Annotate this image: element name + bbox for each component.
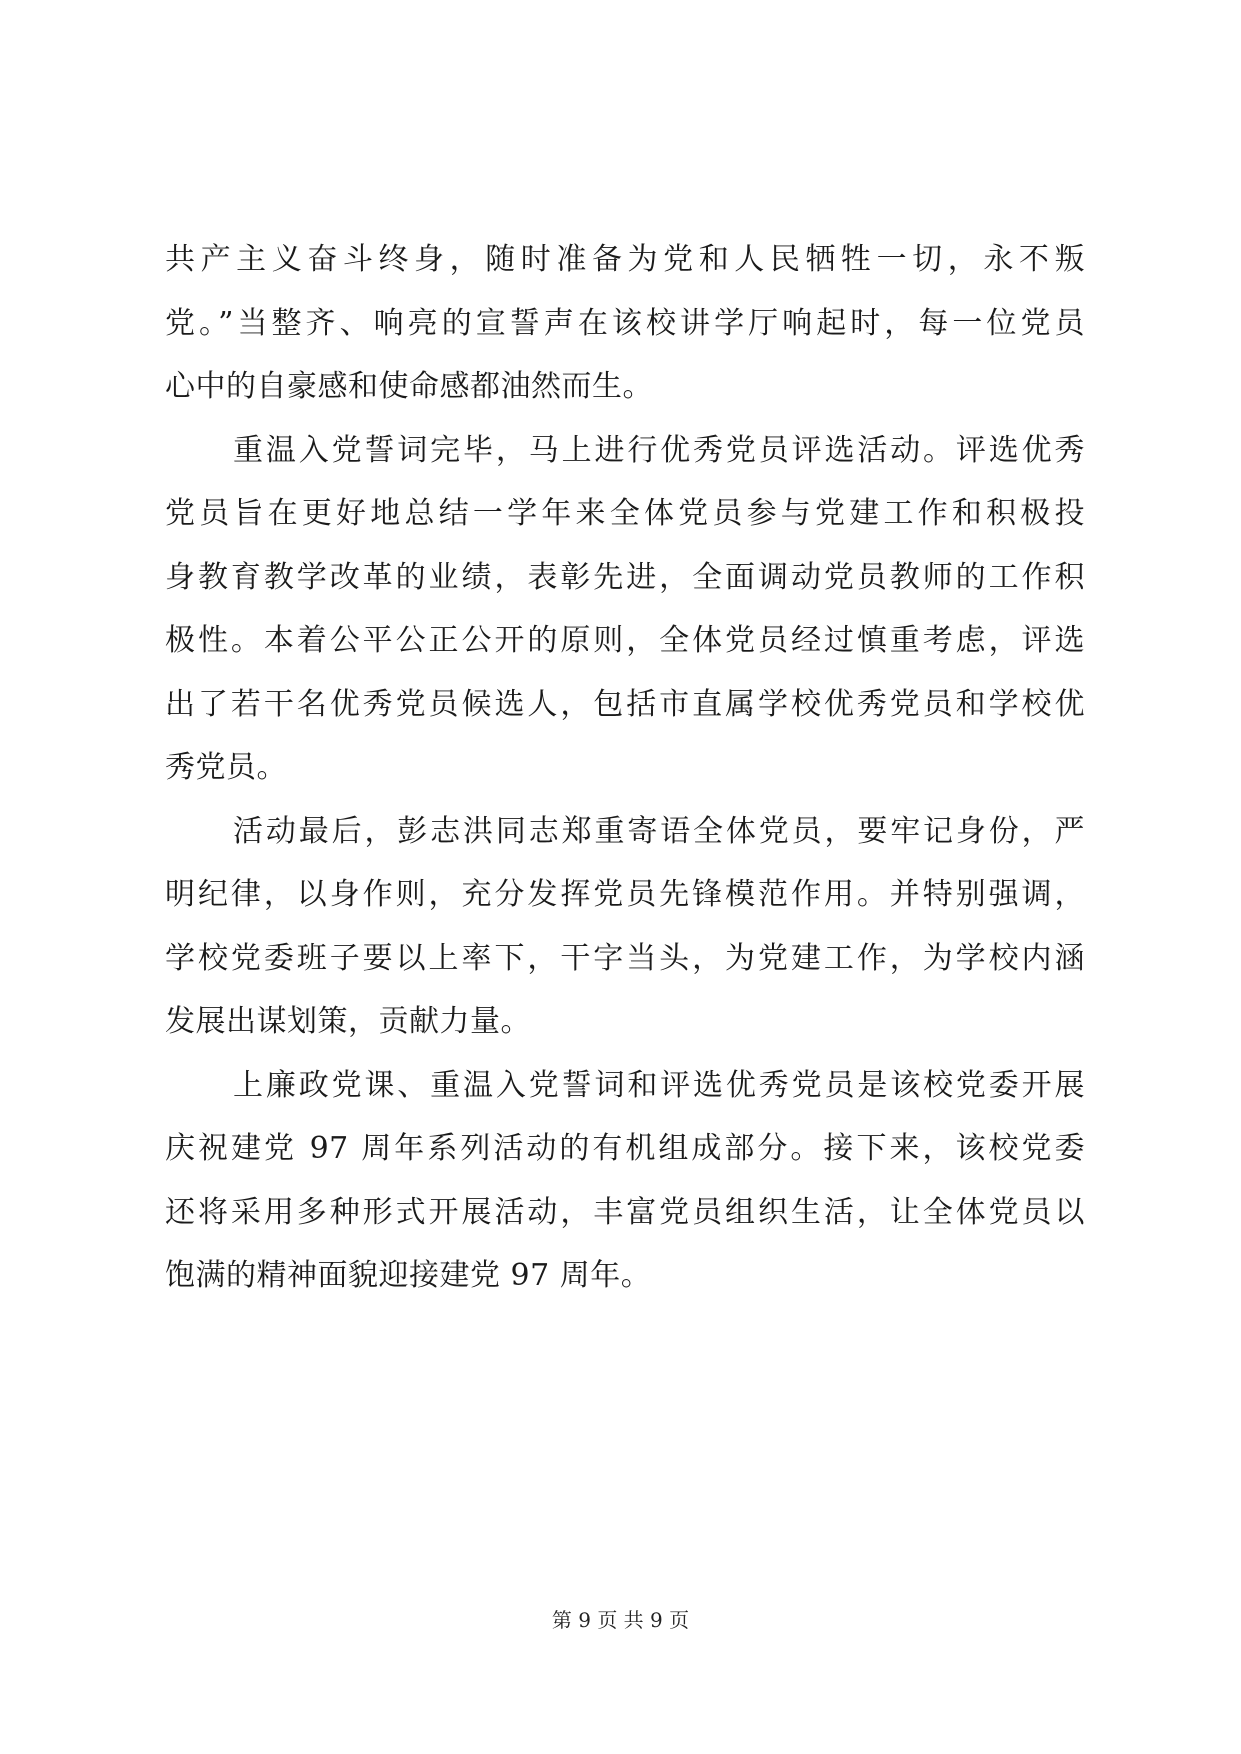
text-line: 上廉政党课、重温入党誓词和评选优秀党员是该校党委开展: [233, 1067, 1085, 1103]
document-body: [165, 228, 1085, 1308]
text-line: 庆祝建党 97 周年系列活动的有机组成部分。接下来，该校党委: [165, 1131, 1085, 1166]
page-footer: 第 9 页 共 9 页: [551, 1608, 690, 1632]
text-line: 党员旨在更好地总结一学年来全体党员参与党建工作和积极投: [165, 496, 1085, 531]
text-line: 明纪律，以身作则，充分发挥党员先锋模范作用。并特别强调，: [165, 877, 1085, 912]
text-line: 活动最后，彭志洪同志郑重寄语全体党员，要牢记身份，严: [233, 813, 1085, 849]
text-line: 身教育教学改革的业绩，表彰先进，全面调动党员教师的工作积: [165, 559, 1085, 595]
text-line: 学校党委班子要以上率下，干字当头，为党建工作，为学校内涵: [165, 940, 1085, 976]
text-line: 饱满的精神面貌迎接建党 97 周年。: [165, 1258, 652, 1293]
text-line: 还将采用多种形式开展活动，丰富党员组织生活，让全体党员以: [165, 1194, 1085, 1230]
text-line: 秀党员。: [165, 750, 287, 785]
text-line: 发展出谋划策，贡献力量。: [165, 1004, 531, 1039]
text-line: 共产主义奋斗终身，随时准备为党和人民牺牲一切，永不叛: [165, 242, 1085, 277]
text-line: 心中的自豪感和使命感都油然而生。: [165, 369, 653, 404]
text-line: 党。”当整齐、响亮的宣誓声在该校讲学厅响起时，每一位党员: [165, 305, 1085, 341]
text-line: 极性。本着公平公正公开的原则，全体党员经过慎重考虑，评选: [165, 623, 1085, 658]
text-line: 出了若干名优秀党员候选人，包括市直属学校优秀党员和学校优: [165, 686, 1085, 722]
text-line: 重温入党誓词完毕，马上进行优秀党员评选活动。评选优秀: [233, 432, 1085, 468]
